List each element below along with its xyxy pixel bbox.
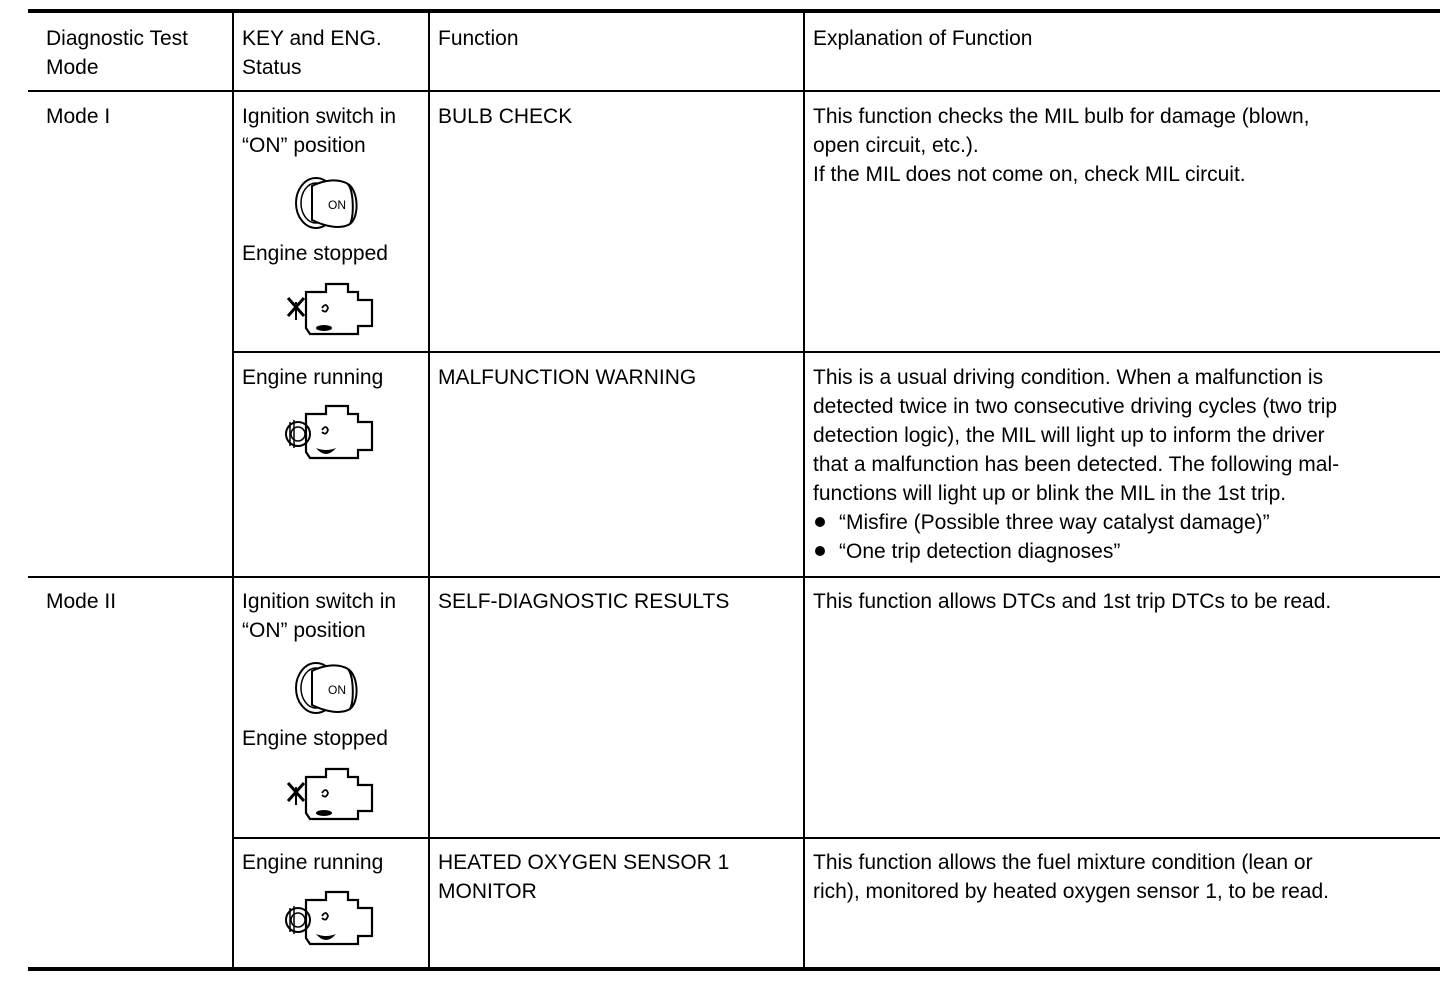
column-divider-1 (232, 12, 234, 969)
header-status-line2: Status (242, 56, 302, 79)
status-cell (242, 587, 396, 645)
key-on-text: ON (328, 198, 346, 212)
explanation-cell (813, 363, 1339, 566)
mode-divider (28, 576, 1440, 578)
explanation-cell (813, 102, 1309, 189)
bullet-text: “One trip detection diagnoses” (839, 540, 1121, 563)
function-line: HEATED OXYGEN SENSOR 1 (438, 851, 730, 874)
explanation-line: rich), monitored by heated oxygen sensor 1, to be read. (813, 880, 1329, 903)
function-cell: SELF-DIAGNOSTIC RESULTS (438, 590, 730, 613)
explanation-line: If the MIL does not come on, check MIL circuit. (813, 163, 1246, 186)
explanation-line: This function allows the fuel mixture condition (lean or (813, 851, 1313, 874)
table-bottom-rule (28, 967, 1440, 971)
status-cell (242, 102, 396, 160)
row-divider-mode1 (233, 351, 1440, 353)
bullet-item (813, 508, 1339, 537)
header-mode (46, 24, 188, 82)
status-line: Engine stopped (242, 242, 388, 265)
engine-running-icon (284, 886, 376, 952)
header-function: Function (438, 27, 519, 50)
header-status (242, 24, 382, 82)
table-top-rule (28, 9, 1440, 13)
explanation-line: open circuit, etc.). (813, 134, 979, 157)
column-divider-2 (428, 12, 430, 969)
function-line: MONITOR (438, 880, 537, 903)
bullet-item (813, 537, 1339, 566)
explanation-line: that a malfunction has been detected. The following mal- (813, 453, 1340, 476)
engine-stopped-icon (284, 278, 376, 340)
header-bottom-rule (28, 90, 1440, 92)
status-line: Ignition switch in (242, 590, 397, 613)
ignition-key-on-icon (292, 172, 366, 234)
explanation-cell (813, 848, 1329, 906)
column-divider-3 (803, 12, 805, 969)
bullet-icon (815, 517, 825, 527)
status-line: Engine stopped (242, 727, 388, 750)
status-cell: Engine running (242, 366, 384, 389)
explanation-line: detection logic), the MIL will light up to inform the driver (813, 424, 1325, 447)
function-cell: BULB CHECK (438, 105, 573, 128)
header-explanation: Explanation of Function (813, 27, 1033, 50)
ignition-key-on-icon (292, 657, 366, 719)
key-on-text: ON (328, 683, 346, 697)
header-mode-line1: Diagnostic Test (46, 27, 189, 50)
status-cell: Engine running (242, 851, 384, 874)
row-divider-mode2 (233, 837, 1440, 839)
explanation-line: detected twice in two consecutive driving cycles (two trip (813, 395, 1338, 418)
mode-label: Mode II (46, 590, 117, 613)
explanation-line: This function checks the MIL bulb for damage (blown, (813, 105, 1310, 128)
explanation-line: functions will light up or blink the MIL in the 1st trip. (813, 482, 1287, 505)
engine-stopped-icon (284, 763, 376, 825)
status-line: Ignition switch in (242, 105, 397, 128)
function-cell (438, 848, 729, 906)
mode-label: Mode I (46, 105, 111, 128)
function-cell: MALFUNCTION WARNING (438, 366, 697, 389)
header-mode-line2: Mode (46, 56, 99, 79)
explanation-cell: This function allows DTCs and 1st trip DTCs to be read. (813, 590, 1332, 613)
engine-running-icon (284, 400, 376, 466)
status-line: “ON” position (242, 134, 366, 157)
explanation-line: This is a usual driving condition. When a malfunction is (813, 366, 1324, 389)
status-line: “ON” position (242, 619, 366, 642)
bullet-icon (815, 546, 825, 556)
header-status-line1: KEY and ENG. (242, 27, 382, 50)
bullet-text: “Misfire (Possible three way catalyst damage)” (839, 511, 1270, 534)
